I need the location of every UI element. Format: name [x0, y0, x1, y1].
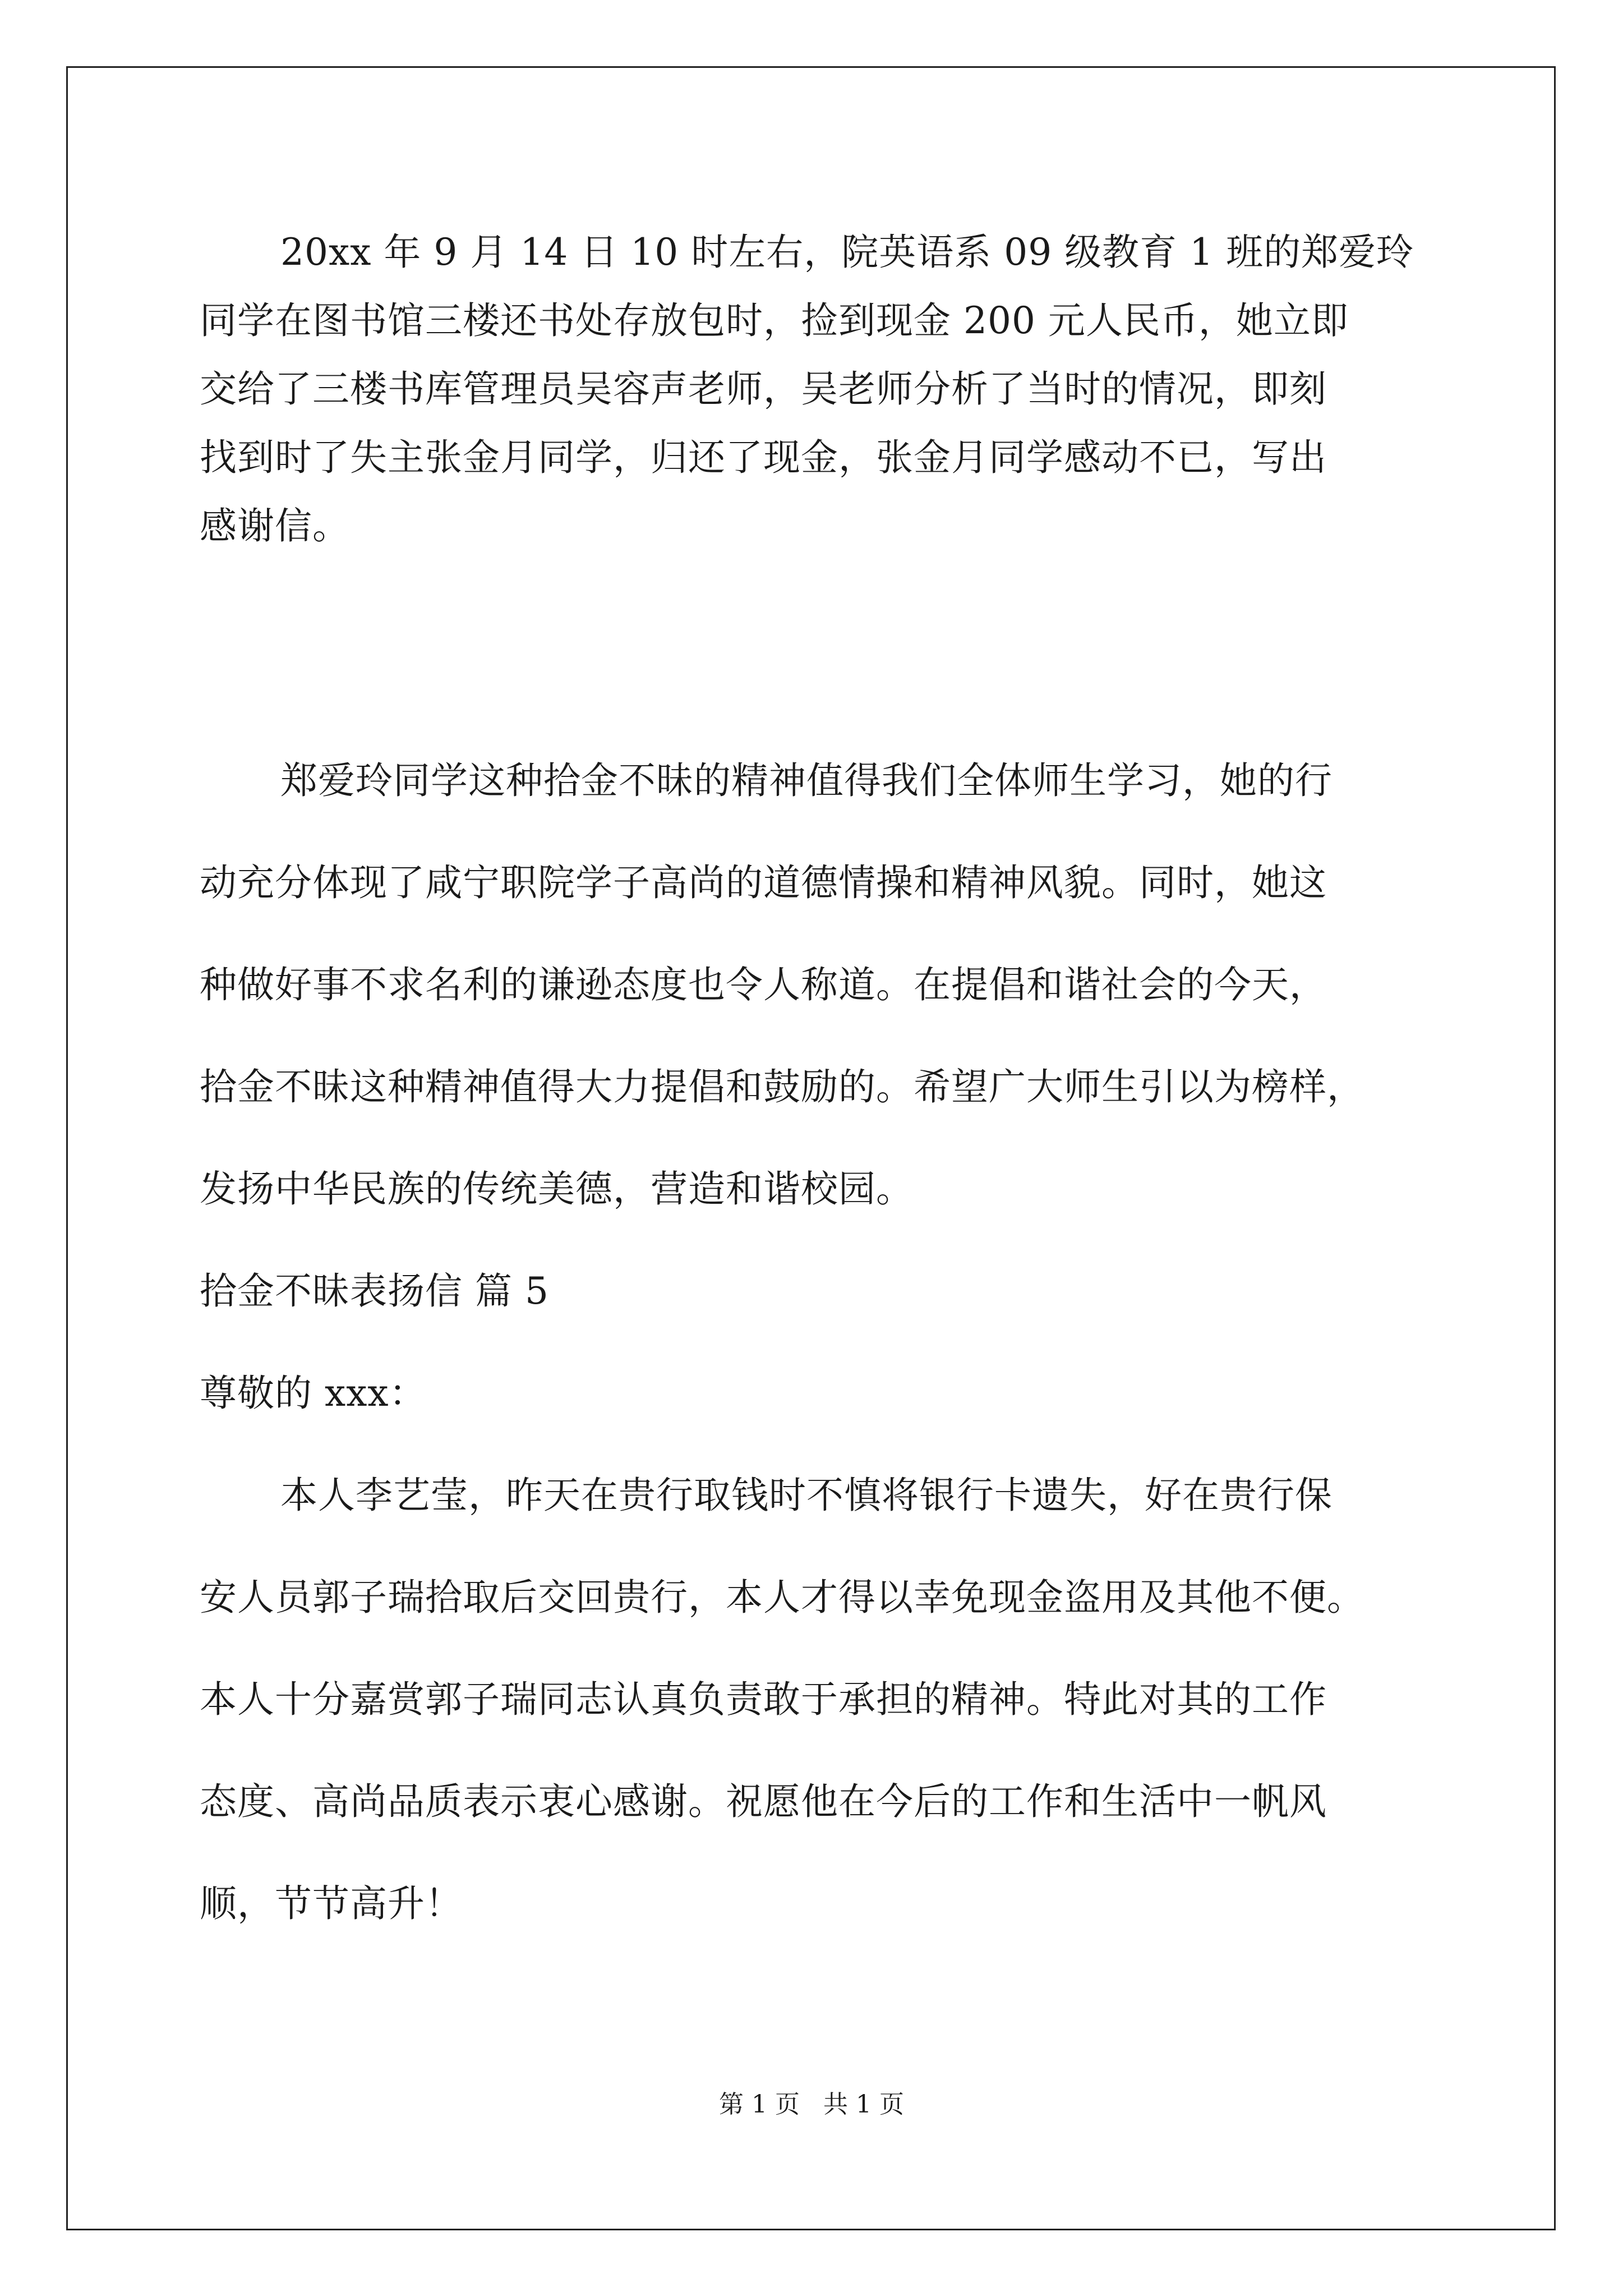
paragraph-2-line-4: 拾金不昧这种精神值得大力提倡和鼓励的。希望广大师生引以为榜样， [200, 1065, 1364, 1108]
section-heading: 拾金不昧表扬信 篇 5 [200, 1269, 549, 1313]
paragraph-1-line-5: 感谢信。 [200, 504, 350, 547]
paragraph-2-line-3: 种做好事不求名利的谦逊态度也令人称道。在提倡和谐社会的今天， [200, 963, 1327, 1006]
paragraph-3-line-3: 本人十分嘉赏郭子瑞同志认真负责敢于承担的精神。特此对其的工作 [200, 1678, 1327, 1721]
page-number-footer: 第 1 页 共 1 页 [719, 2090, 904, 2119]
paragraph-2-line-2: 动充分体现了咸宁职院学子高尚的道德情操和精神风貌。同时，她这 [200, 861, 1327, 904]
paragraph-2-line-5: 发扬中华民族的传统美德，营造和谐校园。 [200, 1167, 914, 1211]
paragraph-3-line-4: 态度、高尚品质表示衷心感谢。祝愿他在今后的工作和生活中一帆风 [200, 1780, 1327, 1823]
paragraph-1-line-4: 找到时了失主张金月同学，归还了现金，张金月同学感动不已，写出 [200, 436, 1327, 479]
paragraph-3-line-1: 本人李艺莹，昨天在贵行取钱时不慎将银行卡遗失，好在贵行保 [280, 1474, 1332, 1517]
paragraph-1-line-2: 同学在图书馆三楼还书处存放包时，捡到现金 200 元人民币，她立即 [200, 299, 1349, 342]
paragraph-1-line-3: 交给了三楼书库管理员吴容声老师，吴老师分析了当时的情况，即刻 [200, 367, 1327, 411]
paragraph-3-line-5: 顺，节节高升！ [200, 1882, 463, 1925]
salutation: 尊敬的 xxx： [200, 1372, 427, 1415]
paragraph-3-line-2: 安人员郭子瑞拾取后交回贵行，本人才得以幸免现金盗用及其他不便。 [200, 1576, 1364, 1619]
paragraph-2-line-1: 郑爱玲同学这种拾金不昧的精神值得我们全体师生学习，她的行 [280, 759, 1332, 802]
paragraph-1-line-1: 20xx 年 9 月 14 日 10 时左右，院英语系 09 级教育 1 班的郑爱玲 [280, 231, 1414, 274]
